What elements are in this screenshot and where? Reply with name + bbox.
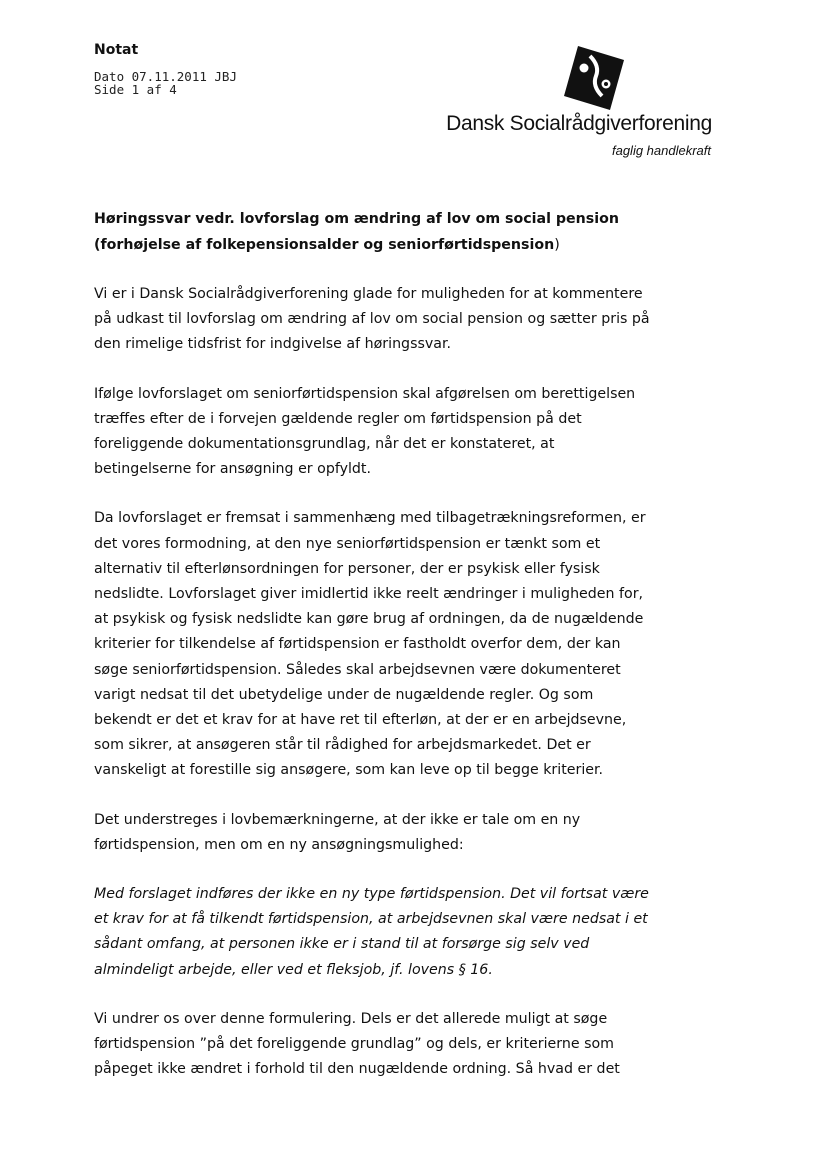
paragraph-formulering: Vi undrer os over denne formulering. Dels er det allerede muligt at søge førtidspension ”på det foreliggende grundlag” og dels, er kriterierne som påpeget ikke ændret i forhold til den nugældende ordning. Så hvad er det: [94, 1010, 620, 1078]
paragraph-intro: Vi er i Dansk Socialrådgiverforening glade for muligheden for at kommentere på udkast til lovforslag om ændring af lov om social pension og sætter pris på den rimelige tidsfrist for indgivelse af høringssvar.: [94, 286, 650, 353]
organization-name: Dansk Socialrådgiverforening: [446, 112, 712, 135]
organization-logo-icon: [562, 42, 626, 112]
page-number: Side 1 af 4: [94, 82, 177, 97]
title-line-2-text: (forhøjelse af folkepensionsalder og seniorførtidspension: [94, 237, 555, 253]
title-closing-paren: ): [554, 237, 560, 253]
title-line-1: Høringssvar vedr. lovforslag om ændring af lov om social pension: [94, 211, 619, 227]
organization-tagline: faglig handlekraft: [611, 143, 711, 158]
paragraph-lovbemaerkninger: Det understreges i lovbemærkningerne, at der ikke er tale om en ny førtidspension, men om en ny ansøgningsmulighed:: [94, 811, 581, 853]
document-body: [94, 206, 654, 1106]
quoted-remark: Med forslaget indføres der ikke en ny type førtidspension. Det vil fortsat være et krav for at få tilkendt førtidspension, at arbejdsevnen skal være nedsat i et sådant omfang, at personen ikke er i stand til at forsørge sig selv ved almindeligt arbejde, eller ved et fleksjob, jf. lovens § 16.: [94, 886, 649, 978]
date-line: Dato 07.11.2011 JBJ: [94, 69, 237, 84]
title-line-2: [94, 232, 654, 258]
document-type: Notat: [94, 42, 139, 58]
document-meta: [94, 70, 237, 96]
paragraph-seniorfortidspension: Ifølge lovforslaget om seniorførtidspension skal afgørelsen om berettigelsen træffes efter de i forvejen gældende regler om førtidspension på det foreliggende dokumentationsgrundlag, når det er konstateret, at betingelserne for ansøgning er opfyldt.: [94, 385, 636, 478]
paragraph-tilbagetraekning: Da lovforslaget er fremsat i sammenhæng med tilbagetrækningsreformen, er det vores formodning, at den nye seniorførtidspension er tænkt som et alternativ til efterlønsordningen for personer, der er psykisk eller fysisk nedslidte. Lovforslaget giver imidlertid ikke reelt ændringer i muligheden for, at psykisk og fysisk nedslidte kan gøre brug af ordningen, da de nugældende kriterier for tilkendelse af førtidspension er fastholdt overfor dem, der kan søge seniorførtidspension. Således skal arbejdsevnen være dokumenteret varigt nedsat til det ubetydelige under de nugældende regler. Og som bekendt er det et krav for at have ret til efterløn, at der er en arbejdsevne, som sikrer, at ansøgeren står til rådighed for arbejdsmarkedet. Det er vanskeligt at forestille sig ansøgere, som kan leve op til begge kriterier.: [94, 510, 646, 779]
document-title: [94, 206, 654, 258]
document-header: [94, 40, 237, 96]
